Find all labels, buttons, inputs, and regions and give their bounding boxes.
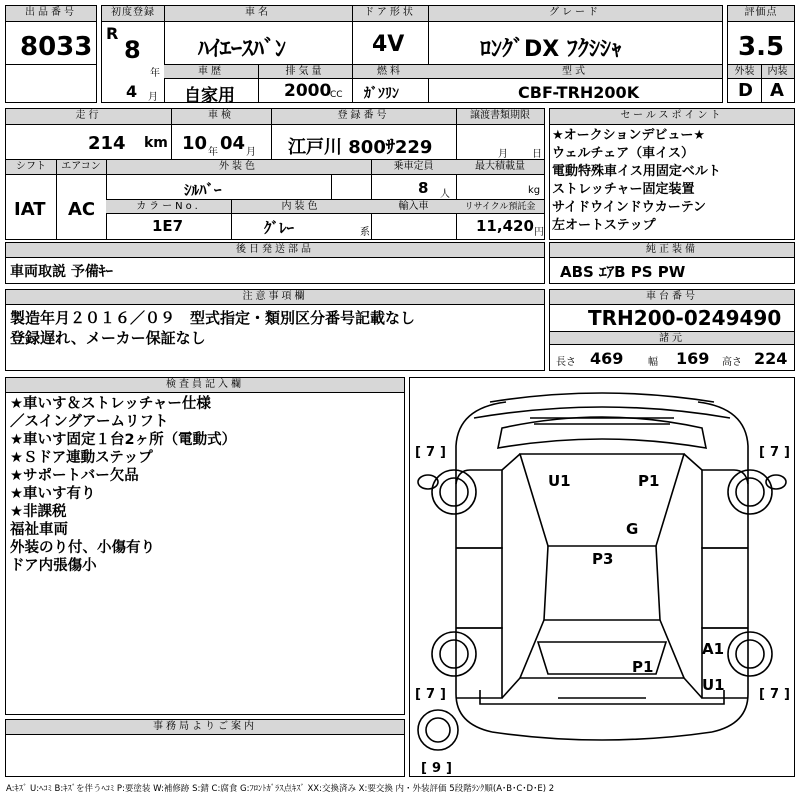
damage-code: P3 <box>592 550 614 568</box>
notes-header: 注意事項欄 <box>6 290 544 305</box>
note-line: 登録遅れ、メーカー保証なし <box>10 329 206 347</box>
tire-rating-rear-left: 7 <box>426 687 436 702</box>
registration-number: 江戸川 800ｻ229 <box>288 137 433 158</box>
capacity: 8 <box>418 179 429 197</box>
bracket-left: [ <box>421 761 427 776</box>
sales-point-item: 電動特殊車イス用固定ベルト <box>552 164 721 179</box>
bracket-left: [ <box>415 687 421 702</box>
chassis-header: 車台番号 <box>550 290 794 305</box>
vehicle-history: 自家用 <box>184 86 235 106</box>
cc-unit: CC <box>330 90 343 100</box>
capacity-header: 乗車定員 <box>371 160 456 175</box>
vehicle-diagram-section <box>409 377 795 777</box>
kg-unit: kg <box>528 185 541 196</box>
recycle-fee: 11,420 <box>476 217 534 235</box>
aircon-header: エアコン <box>56 160 106 175</box>
interior-grade: A <box>770 80 784 101</box>
lot-number-section <box>5 5 97 103</box>
length-label: 長さ <box>556 357 576 368</box>
genuine-equipment-section <box>549 242 795 284</box>
transfer-deadline-header: 譲渡書類期限 <box>456 109 544 125</box>
door-type-header: ドア形状 <box>352 6 428 22</box>
bracket-right: ] <box>784 687 790 702</box>
month-unit: 月 <box>148 92 158 103</box>
sales-point-section <box>549 108 795 240</box>
tire-rating-front-right: 7 <box>770 445 780 460</box>
chassis-number: TRH200-0249490 <box>588 306 782 330</box>
sales-point-item: ★オークションデビュー★ <box>552 128 706 143</box>
notes-section <box>5 289 545 371</box>
damage-code: P1 <box>638 472 660 490</box>
registration-year: 8 <box>124 36 141 64</box>
overall-score: 3.5 <box>738 32 785 62</box>
registration-month: 4 <box>126 82 138 101</box>
inspection-year: 10 <box>182 133 208 154</box>
bracket-left: [ <box>415 445 421 460</box>
recycle-header: リサイクル預託金 <box>456 200 544 214</box>
displacement: 2000 <box>284 81 332 101</box>
damage-code: P1 <box>632 658 654 676</box>
bracket-left: [ <box>759 445 765 460</box>
fuel-header: 燃料 <box>352 65 428 79</box>
grade: ﾛﾝｸﾞDX ﾌｸｼｼｬ <box>480 37 622 62</box>
color-number: 1E7 <box>152 217 184 235</box>
fuel: ｶﾞｿﾘﾝ <box>364 86 399 102</box>
inspection-month: 04 <box>220 133 246 154</box>
sales-point-item: ウェルチェア（車イス） <box>552 146 694 161</box>
exterior-color: ｼﾙﾊﾞｰ <box>184 181 222 199</box>
inspection-year-unit: 年 <box>208 147 218 158</box>
inspector-note: ★車いす固定１台2ヶ所（電動式） <box>10 432 237 448</box>
aircon: AC <box>68 199 96 220</box>
interior-header: 内装 <box>761 65 794 79</box>
inspector-notes-header: 検査員記入欄 <box>6 378 404 393</box>
inspector-note: ドア内張傷小 <box>10 558 97 574</box>
exterior-grade: D <box>738 80 753 101</box>
inspection-month-unit: 月 <box>246 147 256 158</box>
bracket-right: ] <box>440 445 446 460</box>
mileage: 214 <box>88 133 126 154</box>
note-line: 製造年月２０１６／０９ 型式指定・類別区分番号記載なし <box>10 309 416 327</box>
bracket-left: [ <box>759 687 765 702</box>
deadline-day-unit: 日 <box>532 149 542 160</box>
inspector-note: ★車いす有り <box>10 486 96 502</box>
ext-color-header: 外装色 <box>106 160 371 175</box>
inspector-note: ★車いす＆ストレッチャー仕様 <box>10 396 211 412</box>
car-name-header: 車名 <box>164 6 352 22</box>
color-suffix: 系 <box>360 227 370 238</box>
inspector-note: ★サポートバー欠品 <box>10 468 139 484</box>
max-load-header: 最大積載量 <box>456 160 544 175</box>
model-code-header: 型式 <box>428 65 722 79</box>
inspector-note: ★非課税 <box>10 504 67 520</box>
inspector-notes-section <box>5 377 405 715</box>
damage-code: U1 <box>548 472 571 490</box>
int-color-header: 内装色 <box>231 200 371 214</box>
car-name: ﾊｲｴｰｽﾊﾞﾝ <box>198 37 287 62</box>
first-registration-header: 初度登録 <box>102 6 164 22</box>
era-letter: R <box>106 24 119 43</box>
height: 224 <box>754 349 788 368</box>
tire-rating-rear-right: 7 <box>770 687 780 702</box>
later-parts-section <box>5 242 545 284</box>
tire-rating-front-left: 7 <box>426 445 436 460</box>
damage-code: G <box>626 520 639 538</box>
sales-point-item: 左オートステップ <box>552 218 656 233</box>
inspection-header: 車検 <box>171 109 271 125</box>
damage-code: A1 <box>702 640 725 658</box>
yen-unit: 円 <box>534 227 544 238</box>
width: 169 <box>676 349 710 368</box>
interior-color: ｸﾞﾚｰ <box>264 219 295 237</box>
grade-header: グレード <box>428 6 722 22</box>
later-parts: 車両取説 予備ｷｰ <box>10 264 113 280</box>
sales-point-item: サイドウインドウカーテン <box>552 200 707 215</box>
lot-number: 8033 <box>20 32 93 62</box>
inspector-note: ／スイングアームリフト <box>10 414 169 430</box>
notes-list <box>10 308 415 348</box>
color-no-header: カラーNo. <box>106 200 231 214</box>
sales-point-list <box>552 127 721 235</box>
reg-number-header: 登録番号 <box>271 109 456 125</box>
tire-rating-spare: 9 <box>432 761 442 776</box>
score-header: 評価点 <box>728 6 794 22</box>
later-parts-header: 後日発送部品 <box>6 243 544 258</box>
mileage-header: 走行 <box>6 109 171 125</box>
damage-code-legend: A:ｷｽﾞ U:ﾍｺﾐ B:ｷｽﾞを伴うﾍｺﾐ P:要塗装 W:補修跡 S:錆 C:腐食 G:ﾌﾛﾝﾄｶﾞﾗｽ点ｷｽﾞ XX:交換済み X:要交換 内・外装評価 5段階ﾗﾝｸ順(A･B･C･D･E) 2 <box>6 784 555 794</box>
door-type: 4V <box>372 32 405 57</box>
persons-unit: 人 <box>440 189 450 200</box>
bracket-right: ] <box>446 761 452 776</box>
lot-number-header: 出品番号 <box>6 6 96 22</box>
genuine-equipment-header: 純正装備 <box>550 243 794 258</box>
bracket-right: ] <box>440 687 446 702</box>
vehicle-header-table <box>101 5 723 106</box>
height-label: 高さ <box>722 357 742 368</box>
length: 469 <box>590 349 624 368</box>
deadline-month-unit: 月 <box>498 149 508 160</box>
inspector-note: 福祉車両 <box>10 522 68 538</box>
km-unit: km <box>144 135 168 151</box>
shift: IAT <box>14 199 46 220</box>
inspector-notes-list <box>10 395 236 575</box>
office-notice-section <box>5 719 405 777</box>
chassis-section <box>549 289 795 371</box>
inspector-note: 外装のり付、小傷有り <box>10 540 155 556</box>
genuine-equipment: ABS ｴｱB PS PW <box>560 263 686 281</box>
office-notice-header: 事務局よりご案内 <box>6 720 404 735</box>
sales-point-item: ストレッチャー固定装置 <box>552 182 695 197</box>
damage-code: U1 <box>702 676 725 694</box>
history-header: 車歴 <box>164 65 258 79</box>
details-table <box>5 108 545 240</box>
year-unit: 年 <box>150 68 160 79</box>
specs-header: 諸元 <box>550 331 794 345</box>
shift-header: シフト <box>6 160 56 175</box>
import-header: 輸入車 <box>371 200 456 214</box>
vehicle-damage-diagram <box>410 378 794 776</box>
bracket-right: ] <box>784 445 790 460</box>
exterior-header: 外装 <box>728 65 761 79</box>
sales-point-header: セールスポイント <box>550 109 794 125</box>
score-section <box>727 5 795 103</box>
width-label: 幅 <box>648 357 658 368</box>
inspector-note: ★Ｓドア連動ステップ <box>10 450 153 466</box>
displacement-header: 排気量 <box>258 65 352 79</box>
model-code: CBF-TRH200K <box>518 83 640 102</box>
